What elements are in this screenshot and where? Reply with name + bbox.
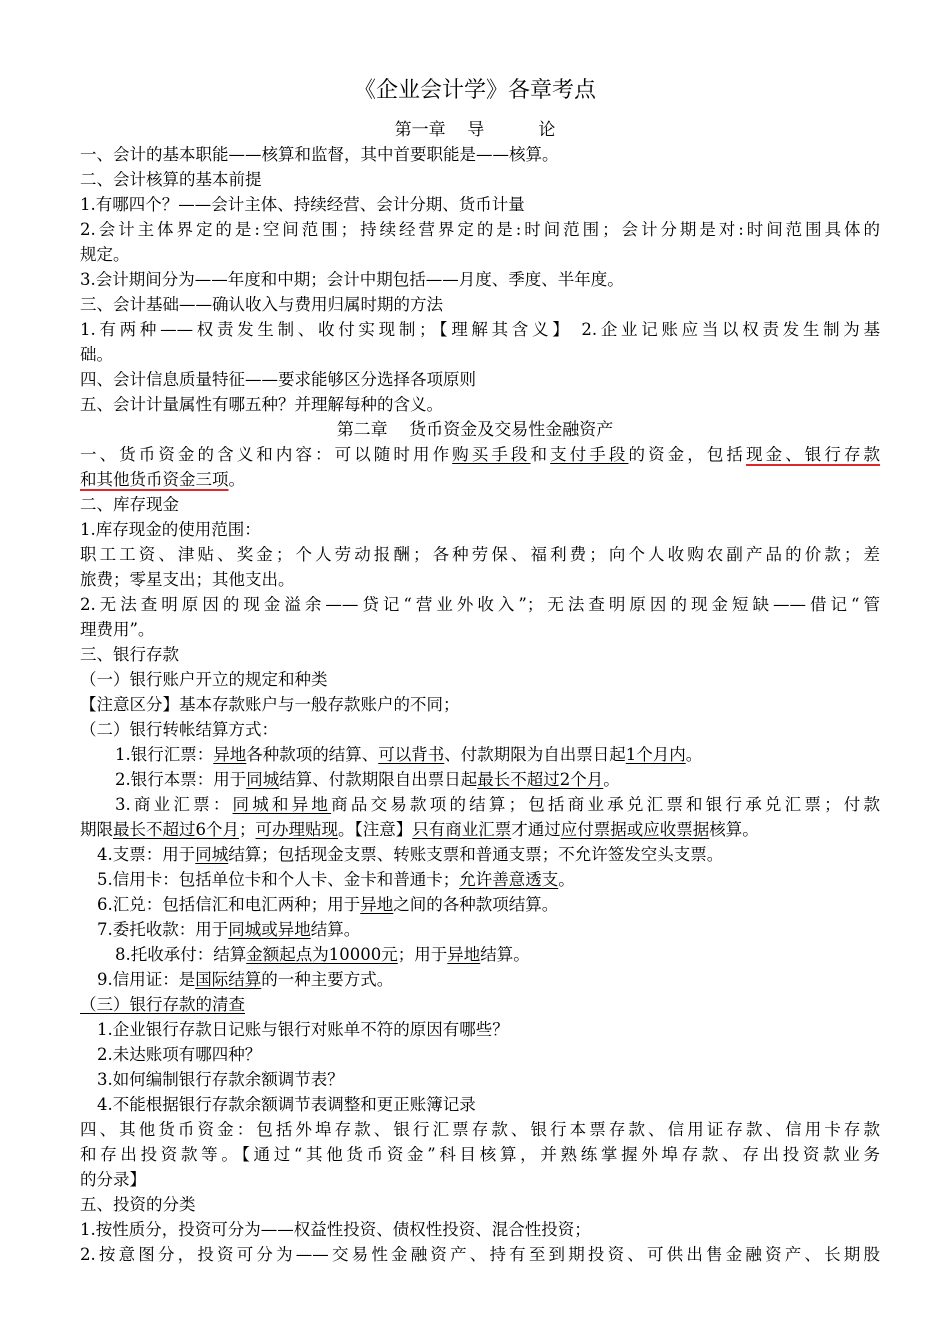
chapter-1-heading: 第一章 导 论 bbox=[394, 120, 556, 140]
text-line: 和其他货币资金三项。 bbox=[80, 470, 245, 489]
underlined-text: 支付手段 bbox=[550, 445, 629, 464]
text-line: 4.不能根据银行存款余额调节表调整和更正账簿记录 bbox=[97, 1095, 476, 1114]
text-line: 一、货币资金的含义和内容：可以随时用作购买手段和支付手段的资金，包括现金、银行存款 bbox=[80, 445, 881, 464]
underlined-text: 购买手段 bbox=[452, 445, 531, 464]
text-line: 五、会计计量属性有哪五种？并理解每种的含义。 bbox=[80, 395, 443, 414]
text-line: 3.如何编制银行存款余额调节表？ bbox=[97, 1070, 344, 1089]
text-line: 8.托收承付：结算金额起点为10000元；用于异地结算。 bbox=[115, 945, 530, 964]
text-line: 6.汇兑：包括信汇和电汇两种；用于异地之间的各种款项结算。 bbox=[97, 895, 559, 914]
text-line: 9.信用证：是国际结算的一种主要方式。 bbox=[97, 970, 394, 989]
text-line: 3.会计期间分为——年度和中期；会计中期包括——月度、季度、半年度。 bbox=[80, 270, 624, 289]
text-line: 1.有哪四个？——会计主体、持续经营、会计分期、货币计量 bbox=[80, 195, 525, 214]
text-line: 三、会计基础——确认收入与费用归属时期的方法 bbox=[80, 295, 443, 314]
text-line: 理费用”。 bbox=[80, 620, 155, 639]
text-line: 3.商业汇票：同城和异地商品交易款项的结算；包括商业承兑汇票和银行承兑汇票；付款 bbox=[115, 795, 881, 814]
text-line: 1.有两种——权责发生制、收付实现制；【理解其含义】 2.企业记账应当以权责发生制为基 bbox=[80, 320, 880, 339]
text-line: 旅费；零星支出；其他支出。 bbox=[80, 570, 295, 589]
text-line: 2.未达账项有哪四种？ bbox=[97, 1045, 262, 1064]
text-line: 2.按意图分，投资可分为——交易性金融资产、持有至到期投资、可供出售金融资产、长期股 bbox=[80, 1245, 880, 1264]
text-line: 四、其他货币资金：包括外埠存款、银行汇票存款、银行本票存款、信用证存款、信用卡存款 bbox=[80, 1120, 880, 1139]
text-line: 础。 bbox=[80, 345, 113, 364]
underlined-text: 现金、银行存款 bbox=[746, 445, 881, 464]
underlined-text: 和其他货币资金三项 bbox=[80, 470, 229, 489]
text-line: 5.信用卡：包括单位卡和个人卡、金卡和普通卡；允许善意透支。 bbox=[97, 870, 575, 889]
text-line: 1.银行汇票：异地各种款项的结算、可以背书、付款期限为自出票日起1个月内。 bbox=[115, 745, 703, 764]
text-line: 期限最长不超过6个月；可办理贴现。【注意】只有商业汇票才通过应付票据或应收票据核算。 bbox=[80, 820, 759, 839]
text-line: 2.银行本票：用于同城结算、付款期限自出票日起最长不超过2个月。 bbox=[115, 770, 620, 789]
text-line: 4.支票：用于同城结算；包括现金支票、转账支票和普通支票；不允许签发空头支票。 bbox=[97, 845, 724, 864]
text-line: 三、银行存款 bbox=[80, 645, 179, 664]
text-line: 四、会计信息质量特征——要求能够区分选择各项原则 bbox=[80, 370, 476, 389]
text-line: 1.库存现金的使用范围： bbox=[80, 520, 261, 539]
text-line: 2.会计主体界定的是:空间范围；持续经营界定的是:时间范围；会计分期是对:时间范围具体的 bbox=[80, 220, 880, 239]
text-line: 二、会计核算的基本前提 bbox=[80, 170, 262, 189]
text-line: 【注意区分】基本存款账户与一般存款账户的不同； bbox=[80, 695, 460, 714]
text-line: 二、库存现金 bbox=[80, 495, 179, 514]
text-line: 的分录】 bbox=[80, 1170, 146, 1189]
text-line: 规定。 bbox=[80, 245, 130, 264]
text-line: 职工工资、津贴、奖金；个人劳动报酬；各种劳保、福利费；向个人收购农副产品的价款；差 bbox=[80, 545, 880, 564]
text-line: 1.按性质分，投资可分为——权益性投资、债权性投资、混合性投资； bbox=[80, 1220, 591, 1239]
text-line: （二）银行转帐结算方式： bbox=[80, 720, 278, 739]
text-line: 一、会计的基本职能——核算和监督，其中首要职能是——核算。 bbox=[80, 145, 559, 164]
text-line: （三）银行存款的清查 bbox=[80, 995, 245, 1014]
document-title: 《企业会计学》各章考点 bbox=[353, 78, 596, 103]
text-line: （一）银行账户开立的规定和种类 bbox=[80, 670, 328, 689]
chapter-2-heading: 第二章 货币资金及交易性金融资产 bbox=[336, 420, 614, 440]
text-line: 五、投资的分类 bbox=[80, 1195, 196, 1214]
text-line: 和存出投资款等。【通过“其他货币资金”科目核算，并熟练掌握外埠存款、存出投资款业务 bbox=[80, 1145, 880, 1164]
text-line: 2.无法查明原因的现金溢余——贷记“营业外收入”；无法查明原因的现金短缺——借记“管 bbox=[80, 595, 880, 614]
text-line: 1.企业银行存款日记账与银行对账单不符的原因有哪些？ bbox=[97, 1020, 509, 1039]
text-line: 7.委托收款：用于同城或异地结算。 bbox=[97, 920, 361, 939]
